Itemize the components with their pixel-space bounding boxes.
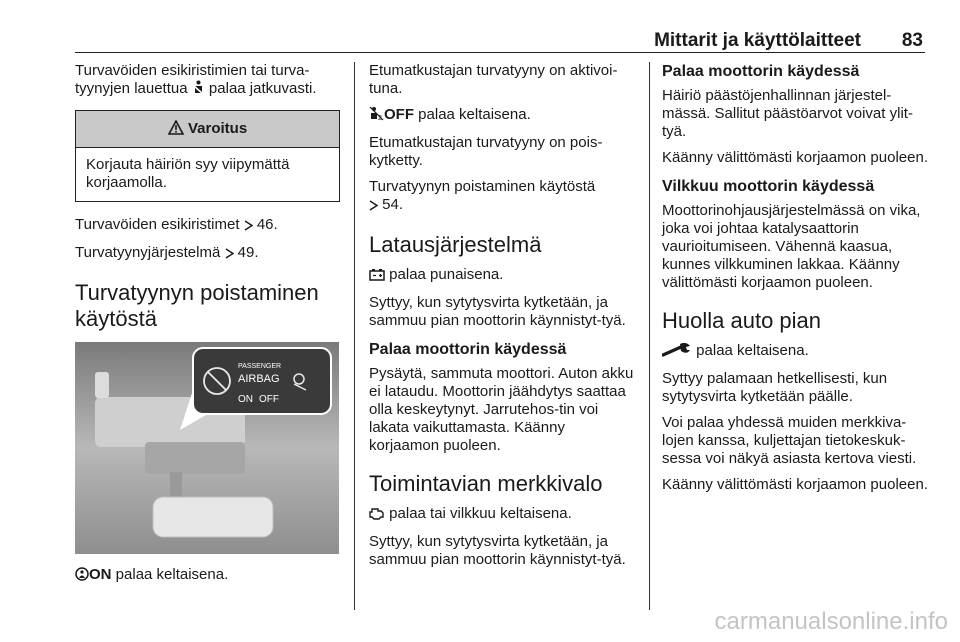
airbag-indicator-photo [75, 342, 339, 554]
paragraph: palaa tai vilkkuu keltaisena. [369, 505, 637, 525]
column-3 [662, 62, 928, 502]
column-1 [75, 62, 340, 594]
section-heading: Turvatyynyn poistaminen käytöstä [75, 280, 319, 331]
svg-text:2: 2 [378, 115, 382, 121]
paragraph: Moottorinohjausjärjestelmässä on vika, joka voi johtaa katalysaattorin vaurioitumiseen. Vähennä kaasua, kunnes vilkkuminen lakkaa. Käänny välittömästi korjaamon puoleen. [662, 202, 921, 291]
photo-label-passenger: PASSENGER [238, 363, 282, 370]
paragraph: Käänny välittömästi korjaamon puoleen. [662, 149, 928, 166]
airbag-off-icon [369, 106, 384, 126]
paragraph: Etumatkustajan turvatyyny on pois-kytketty. [369, 134, 603, 169]
column-divider [649, 62, 650, 610]
paragraph: Häiriö päästöjenhallinnan järjestel-mässä. Sallitut päästöarvot voivat ylit-tyä. [662, 87, 913, 140]
warning-header [76, 111, 339, 148]
paragraph: Syttyy, kun sytytysvirta kytketään, ja sammuu pian moottorin käynnistyt-tyä. [369, 533, 626, 568]
cross-reference: Turvatyynyn poistaminen käytöstä 54. [369, 178, 637, 216]
warning-body: Korjauta häiriön syy viipymättä korjaamolla. [86, 156, 290, 191]
off-label: OFF [384, 106, 414, 123]
paragraph: ON palaa keltaisena. [75, 566, 340, 586]
photo-label-airbag: AIRBAG [238, 373, 280, 385]
paragraph: palaa keltaisena. [662, 342, 928, 362]
paragraph: palaa punaisena. [369, 266, 637, 286]
page-number: 83 [901, 30, 923, 51]
page-ref-arrow-icon [369, 198, 378, 216]
seatbelt-pretensioner-icon [192, 80, 205, 100]
section-heading: Toimintavian merkkivalo [369, 471, 603, 496]
page-ref-arrow-icon [244, 218, 253, 236]
warning-title: Varoitus [187, 120, 248, 137]
page-title: Mittarit ja käyttölaitteet [654, 30, 861, 51]
subheading: Vilkkuu moottorin käydessä [662, 178, 875, 195]
watermark: carmanualsonline.info [714, 608, 948, 635]
paragraph: Pysäytä, sammuta moottori. Auton akku ei lataudu. Moottorin jäähdytys saattaa olla keskeytynyt. Jarrutehos-tin voi lakata vaikuttamasta. Käänny korjaamon puoleen. [369, 365, 634, 454]
section-heading: Huolla auto pian [662, 308, 822, 333]
battery-icon [369, 268, 385, 286]
section-heading: Latausjärjestelmä [369, 232, 542, 257]
airbag-on-icon [75, 567, 89, 586]
on-label: ON [89, 566, 112, 583]
photo-label-on: ON [238, 394, 253, 405]
page-header [75, 26, 925, 53]
warning-box [75, 110, 340, 202]
paragraph: 2 OFF palaa keltaisena. [369, 106, 637, 126]
paragraph: Syttyy palamaan hetkellisesti, kun sytytysvirta kytketään päälle. [662, 370, 888, 405]
paragraph: Etumatkustajan turvatyyny on aktivoi-tuna. [369, 62, 618, 97]
paragraph: Syttyy, kun sytytysvirta kytketään, ja sammuu pian moottorin käynnistyt-tyä. [369, 294, 626, 329]
column-divider [354, 62, 355, 610]
photo-label-off: OFF [259, 394, 279, 405]
cross-reference: Turvatyynyjärjestelmä 49. [75, 244, 340, 264]
warning-triangle-icon [168, 113, 184, 149]
subheading: Palaa moottorin käydessä [369, 341, 567, 358]
paragraph: Käänny välittömästi korjaamon puoleen. [662, 476, 928, 493]
paragraph: Turvavöiden esikiristimien tai turva-tyynyjen lauettua palaa jatkuvasti. [75, 62, 340, 100]
wrench-icon [662, 342, 692, 362]
cross-reference: Turvavöiden esikiristimet 46. [75, 216, 340, 236]
page-ref-arrow-icon [225, 246, 234, 264]
subheading: Palaa moottorin käydessä [662, 63, 860, 80]
column-2 [369, 62, 637, 577]
paragraph: Voi palaa yhdessä muiden merkkiva-lojen kanssa, kuljettajan tietokeskuk-sessa voi näkyä asiasta kertova viesti. [662, 414, 917, 467]
engine-check-icon [369, 507, 385, 525]
